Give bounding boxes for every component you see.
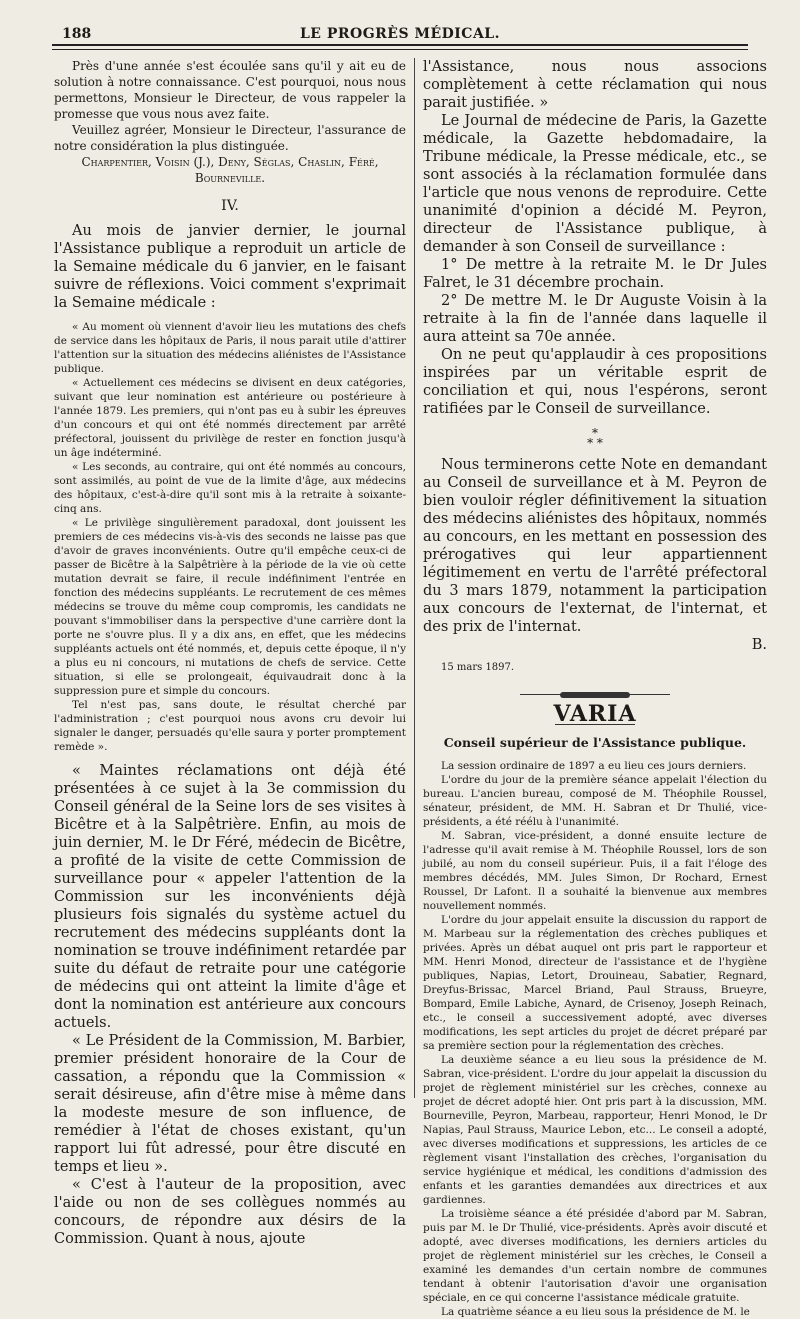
quote-paragraph: Tel n'est pas, sans doute, le résultat cherché par l'administration ; c'est pourquoi nous avons cru devoir lui signaler le danger, persuadés qu'elle saura y porter promptement remède ».: [54, 699, 406, 753]
subsection-title: Conseil supérieur de l'Assistance publique.: [443, 735, 747, 750]
intro-paragraph: Près d'une année s'est écoulée sans qu'il y ait eu de solution à notre connaissance. C'est pourquoi, nous nous permettons, Monsieur le Directeur, de vous rappeler la promesse que vous nous avez faite.: [54, 59, 406, 121]
right-column: [423, 58, 767, 1319]
section-number: IV.: [221, 198, 239, 214]
quote-paragraph: « Les seconds, au contraire, qui ont été nommés au concours, sont assimilés, au point de vue de la limite d'âge, aux médecins des hôpitaux, c'est-à-dire qu'il sont mis à la retraite à soixante-cinq ans.: [54, 461, 406, 515]
body-paragraph: « Maintes réclamations ont déjà été présentées à ce sujet à la 3e commission du Conseil général de la Seine lors de ses visites à Bicêtre et à la Salpêtrière. Enfin, au mois de juin dernier, M. le Dr Féré, médecin de Bicêtre, a profité de la visite de cette Commission de surveillance pour « appeler l'attention de la Commission sur les inconvénients déjà plusieurs fois signalés du système actuel du recrutement des médecins suppléants dont la nomination se trouve indéfiniment retardée par suite du défaut de retraite pour une catégorie de médecins qui ont atteint la limite d'âge et dont la nomination est antérieure aux concours actuels.: [54, 763, 406, 1031]
section-ornament: [520, 692, 670, 698]
body-paragraph: Nous terminerons cette Note en demandant au Conseil de surveillance et à M. Peyron de bien vouloir régler définitivement la situation des médecins aliénistes des hôpitaux, nommés au concours, en les mettant en possession des prérogatives qui leur appartiennent légitimement en vertu de l'arrêté préfectoral du 3 mars 1879, notamment la participation aux concours de l'externat, de l'internat, et des prix de l'internat.: [423, 457, 767, 635]
closing-paragraph: Veuillez agréer, Monsieur le Directeur, l'assurance de notre considération la plus distinguée.: [54, 123, 406, 153]
page-header: [52, 22, 748, 46]
left-column: [54, 58, 406, 1248]
varia-paragraph: L'ordre du jour de la première séance appelait l'élection du bureau. L'ancien bureau, composé de M. Théophile Roussel, sénateur, président, de MM. H. Sabran et Dr Thulié, vice-présidents, a été réélu à l'unanimité.: [423, 774, 767, 828]
list-item: 2° De mettre M. le Dr Auguste Voisin à la retraite à la fin de l'année dans laquelle il aura atteint sa 70e année.: [423, 293, 767, 345]
body-paragraph: On ne peut qu'applaudir à ces propositions inspirées par un véritable esprit de conciliation et qui, nous l'espérons, seront ratifiées par le Conseil de surveillance.: [423, 347, 767, 417]
section-paragraph: Au mois de janvier dernier, le journal l'Assistance publique a reproduit un article de la Semaine médicale du 6 janvier, en le faisant suivre de réflexions. Voici comment s'exprimait la Semaine médicale :: [54, 223, 406, 311]
body-paragraph: « Le Président de la Commission, M. Barbier, premier président honoraire de la Cour de cassation, a répondu que la Commission « serait désireuse, afin d'être mise à même dans la modeste mesure de son influence, de remédier à l'état de choses existant, qu'un rapport lui fût adressé, pour être discuté en temps et lieu ».: [54, 1033, 406, 1175]
header-rule: [52, 44, 748, 46]
page-number: 188: [62, 26, 92, 42]
running-title: LE PROGRÈS MÉDICAL.: [299, 26, 501, 42]
list-item: 1° De mettre à la retraite M. le Dr Jules Falret, le 31 décembre prochain.: [423, 257, 767, 291]
section-title: VARIA: [553, 701, 637, 727]
varia-paragraph: La session ordinaire de 1897 a eu lieu ces jours derniers.: [441, 760, 747, 772]
varia-paragraph: L'ordre du jour appelait ensuite la discussion du rapport de M. Marbeau sur la réglementation des crèches publiques et privées. Après un débat auquel ont pris part le rapporteur et MM. Henri Monod, directeur de l'assistance et de l'hygiène publiques, Napias, Letort, Drouineau, Sabatier, Regnard, Dreyfus-Brissac, Marcel Briand, Paul Strauss, Brueyre, Bompard, Emile Labiche, Aynard, de Crisenoy, Joseph Reinach, etc., le conseil a successivement adopté, avec diverses modifications, les sept articles du projet de décret préparé par sa première section pour la réglementation des crèches.: [423, 914, 767, 1052]
asterism-separator: * * *: [587, 426, 603, 450]
quote-paragraph: « Actuellement ces médecins se divisent en deux catégories, suivant que leur nomination est antérieure ou postérieure à l'année 1879. Les premiers, qui n'ont pas eu à subir les épreuves d'un concours et qui ont été nommés directement par arrêté préfectoral, jouissent du privilège de rester en fonction jusqu'à un âge indéterminé.: [54, 377, 406, 459]
header-rule-thin: [52, 49, 748, 50]
signatories: Charpentier, Voisin (J.), Deny, Séglas, Chaslin, Féré, Bourneville.: [81, 155, 379, 185]
body-paragraph: « C'est à l'auteur de la proposition, avec l'aide ou non de ses collègues nommés au concours, de répondre aux désirs de la Commission. Quant à nous, ajoute: [54, 1177, 406, 1247]
varia-paragraph: M. Sabran, vice-président, a donné ensuite lecture de l'adresse qu'il avait remise à M. Théophile Roussel, lors de son jubilé, au nom du conseil supérieur. Puis, il a fait l'éloge des membres décédés, MM. Jules Simon, Dr Rochard, Ernest Roussel, Dr Lafont. Il a souhaité la bienvenue aux membres nouvellement nommés.: [423, 830, 767, 912]
quote-paragraph: « Au moment où viennent d'avoir lieu les mutations des chefs de service dans les hôpitaux de Paris, il nous parait utile d'attirer l'attention sur la situation des médecins aliénistes de l'Assistance publique.: [54, 321, 406, 375]
body-paragraph: Le Journal de médecine de Paris, la Gazette médicale, la Gazette hebdomadaire, la Tribune médicale, la Presse médicale, etc., se sont associés à la réclamation formulée dans l'article que nous venons de reproduire. Cette unanimité d'opinion a décidé M. Peyron, directeur de l'Assistance publique, à demander à son Conseil de surveillance :: [423, 113, 767, 255]
signature-initial: B.: [751, 637, 767, 653]
varia-paragraph: La deuxième séance a eu lieu sous la présidence de M. Sabran, vice-président. L'ordre du jour appelait la discussion du projet de règlement ministériel sur les crèches, connexe au projet de décret adopté hier. Ont pris part à la discussion, MM. Bourneville, Peyron, Marbeau, rapporteur, Henri Monod, le Dr Napias, Paul Strauss, Maurice Lebon, etc... Le conseil a adopté, avec diverses modifications et suppressions, les articles de ce règlement visant l'installation des crèches, l'organisation du service hygiénique et médical, les conditions d'admission des enfants et les garanties demandées aux directrices et aux gardiennes.: [423, 1054, 767, 1206]
date-line: 15 mars 1897.: [441, 662, 515, 673]
quote-paragraph: « Le privilège singulièrement paradoxal, dont jouissent les premiers de ces médecins vis-à-vis des seconds ne laisse pas que d'avoir de graves inconvénients. Outre qu'il empêche ceux-ci de passer de Bicêtre à la Salpêtrière à la période de la vie où cette mutation devrait se faire, il recule indéfiniment l'entrée en fonction des médecins suppléants. Le recrutement de ces mêmes médecins se trouve du même coup compromis, les candidats ne pouvant s'immobiliser dans la perspective d'une carrière dont la porte ne s'ouvre plus. Il y a dix ans, en effet, que les médecins suppléants actuels ont été nommés, et, depuis cette époque, il n'y a plus eu ni concours, ni mutations de chefs de service. Cette situation, si elle se prolongeait, équivaudrait donc à la suppression pure et simple du concours.: [54, 517, 406, 697]
varia-paragraph: La quatrième séance a eu lieu sous la présidence de M. le: [441, 1306, 750, 1318]
continuation-paragraph: l'Assistance, nous nous associons complètement à cette réclamation qui nous parait justifiée. »: [423, 59, 767, 111]
varia-paragraph: La troisième séance a été présidée d'abord par M. Sabran, puis par M. le Dr Thulié, vice-présidents. Après avoir discuté et adopté, avec diverses modifications, les derniers articles du projet de règlement ministériel sur les crèches, le Conseil a examiné les demandes d'un certain nombre de communes tendant à obtenir l'autorisation d'avoir une organisation spéciale, en ce qui concerne l'assistance médicale gratuite.: [423, 1208, 767, 1304]
column-divider: [414, 58, 415, 1098]
